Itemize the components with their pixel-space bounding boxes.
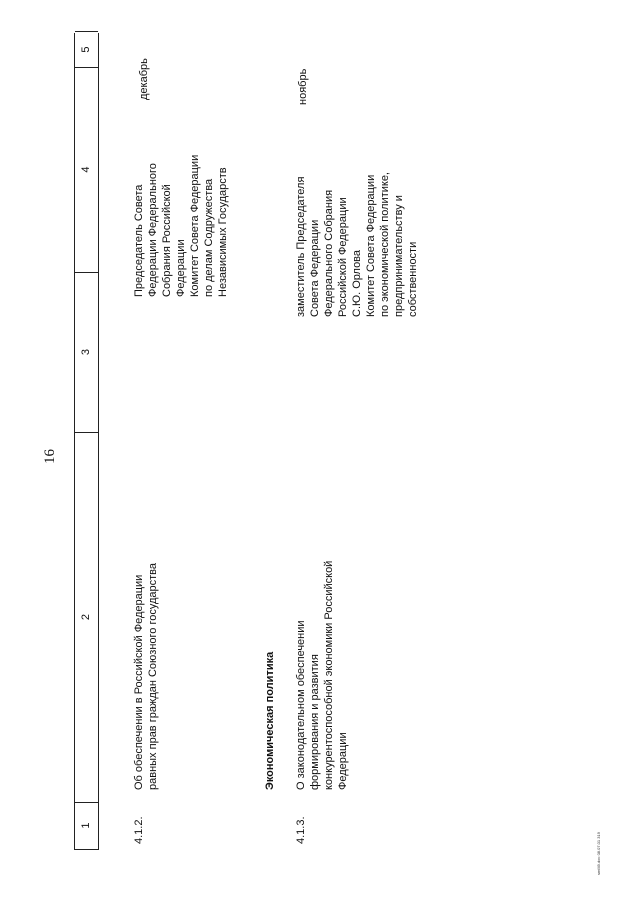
row-title: О законодательном обеспечении формирования и развития конкурентоспособной экономики Российской Федерации — [295, 560, 349, 790]
row-number: 4.1.3. — [295, 816, 307, 844]
section-heading: Экономическая политика — [264, 651, 276, 790]
row-title: Об обеспечении в Российской Федерации равных прав граждан Союзного государства — [133, 562, 159, 790]
footer-file-code: smf49.doc 08.07.01 319 — [596, 832, 601, 875]
column-header-1: 1 — [75, 802, 98, 850]
row-responsible: Председатель Совета Федерации Федерального Собрания Российской Федерации Комитет Совета Федерации по делам Содружества Независимых Государств — [133, 154, 229, 297]
row-term: декабрь — [138, 58, 150, 100]
column-header-4: 4 — [75, 67, 98, 273]
column-header-3: 3 — [75, 272, 98, 433]
page-number: 16 — [42, 449, 58, 464]
column-header-2: 2 — [75, 432, 98, 803]
row-number: 4.1.2. — [133, 816, 145, 844]
row-responsible: заместитель Председателя Совета Федерации Федерального Собрания Российской Федерации С.Ю. Орлова Комитет Совета Федерации по экономической политике, предпринимательству и собственности — [295, 172, 419, 317]
column-header-5: 5 — [75, 31, 98, 68]
row-term: ноябрь — [297, 68, 309, 105]
column-header-row — [74, 33, 99, 850]
